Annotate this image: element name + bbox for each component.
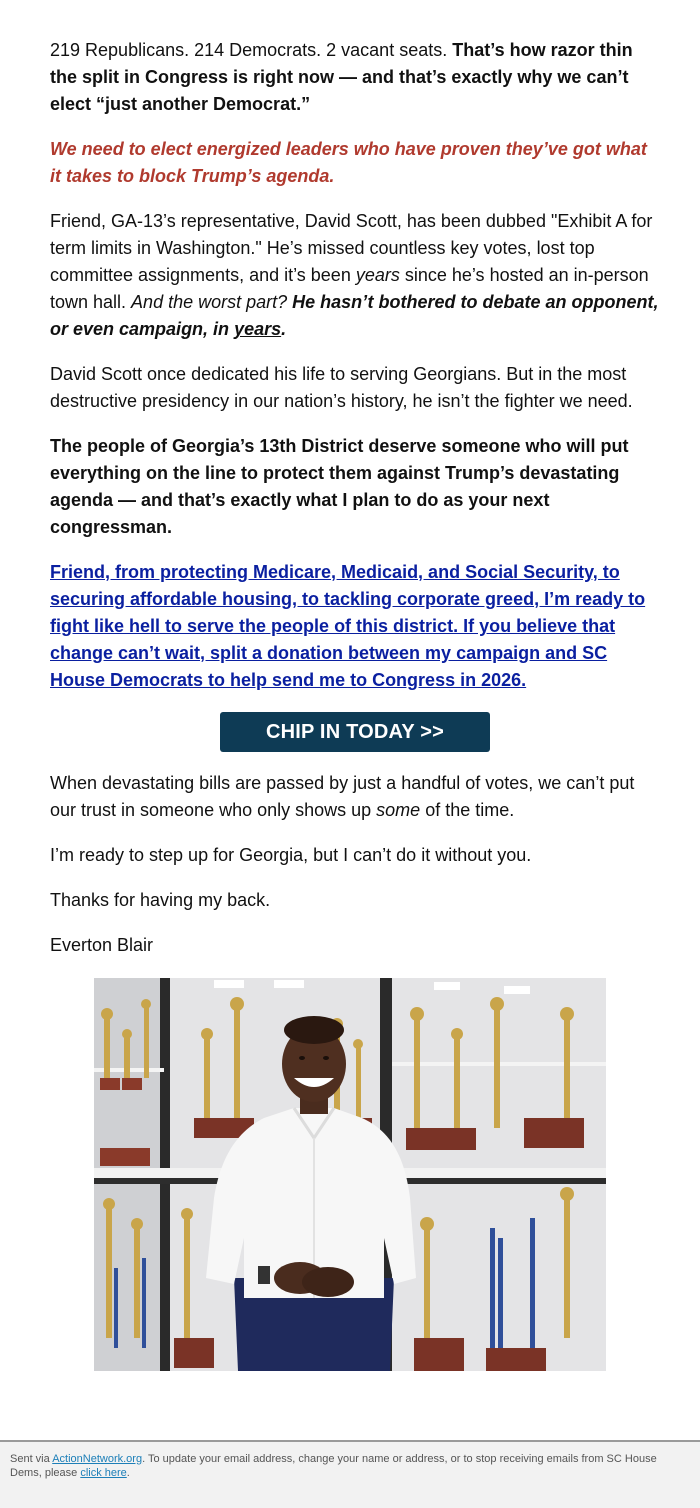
- david-scott-paragraph: [50, 208, 660, 343]
- candidate-photo: [94, 978, 606, 1371]
- thanks-paragraph: Thanks for having my back.: [50, 890, 271, 910]
- razor-thin-text: That’s how razor thin the split in Congress is right now — and that’s exactly why we can’t elect “just another Democrat.”: [50, 40, 633, 114]
- p3-years-italic: years: [355, 265, 400, 285]
- step-up-paragraph: I’m ready to step up for Georgia, but I can’t do it without you.: [50, 845, 532, 865]
- votes-paragraph: [50, 770, 660, 824]
- intro-paragraph: [50, 37, 660, 118]
- energized-leaders-text: We need to elect energized leaders who have proven they’ve got what it takes to block Trump’s agenda.: [50, 139, 647, 186]
- p3-text-c: since he’s hosted an in-person town hall.: [50, 265, 649, 312]
- p7-text-c: of the time.: [420, 800, 515, 820]
- p3-years-underlined: years: [234, 319, 282, 339]
- p3-bold-italic: He hasn’t bothered to debate an opponent, or even campaign, in: [50, 292, 659, 339]
- donation-link-paragraph: [50, 559, 660, 694]
- cta-container: [50, 712, 660, 752]
- footer-text-b: . To update your email address, change your name or address, or to stop receiving emails from SC House Dems, please: [10, 1453, 657, 1479]
- seat-count-text: 219 Republicans. 214 Democrats. 2 vacant seats.: [50, 40, 453, 60]
- unsubscribe-link[interactable]: click here: [80, 1467, 127, 1479]
- district-text: The people of Georgia’s 13th District deserve someone who will put everything on the line to protect them against Trump’s devastating agenda — and that’s exactly what I plan to do as your next congressman.: [50, 436, 629, 537]
- donation-link[interactable]: Friend, from protecting Medicare, Medicaid, and Social Security, to securing affordable housing, to tackling corporate greed, I’m ready to fight like hell to serve the people of this district. If you believe that change can’t wait, split a donation between my campaign and SC House Democrats to help send me to Congress in 2026.: [50, 562, 646, 690]
- p3-text-a: Friend, GA-13’s representative, David Scott, has been dubbed "Exhibit A for term limits in Washington." He’s missed countless key votes, lost top committee assignments, and it’s been: [50, 211, 653, 285]
- footer-text-a: Sent via: [10, 1453, 53, 1465]
- p7-some-italic: some: [376, 800, 421, 820]
- email-footer: [0, 1440, 700, 1508]
- p3-period: .: [281, 319, 287, 339]
- email-body: [50, 37, 660, 977]
- candidate-photo-illustration: [94, 978, 606, 1371]
- p7-text-a: When devastating bills are passed by just a handful of votes, we can’t put our trust in someone who only shows up: [50, 773, 635, 820]
- actionnetwork-link[interactable]: ActionNetwork.org: [52, 1453, 143, 1465]
- p3-worst-part: And the worst part?: [131, 292, 293, 312]
- district-paragraph: [50, 433, 660, 541]
- fighter-paragraph: David Scott once dedicated his life to serving Georgians. But in the most destructive presidency in our nation’s history, he isn’t the fighter we need.: [50, 364, 633, 411]
- footer-text-c: .: [126, 1467, 130, 1479]
- chip-in-button[interactable]: CHIP IN TODAY >>: [220, 712, 490, 752]
- signature: Everton Blair: [50, 935, 154, 955]
